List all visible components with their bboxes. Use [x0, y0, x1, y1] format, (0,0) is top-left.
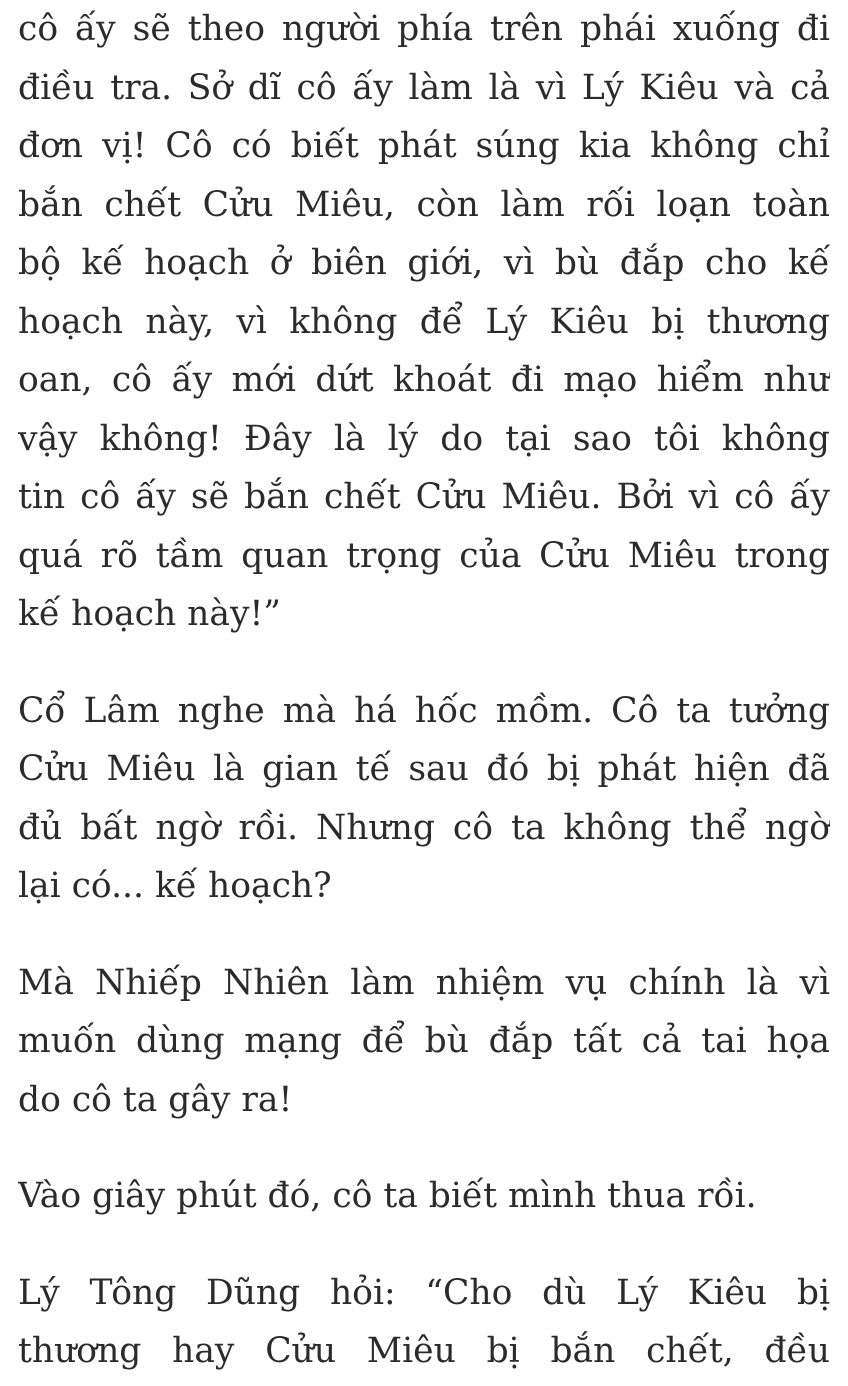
text-line: Mà Nhiếp Nhiên làm nhiệm vụ chính là vì: [18, 962, 830, 1003]
paragraph-3: [18, 954, 830, 1130]
text-line: do cô ta gây ra!: [18, 1079, 293, 1120]
paragraph-gap: [18, 916, 830, 954]
text-line: quá rõ tầm quan trọng của Cửu Miêu trong: [18, 535, 830, 576]
text-line: bộ kế hoạch ở biên giới, vì bù đắp cho kế: [18, 243, 830, 283]
text-line: bắn chết Cửu Miêu, còn làm rối loạn toàn: [18, 184, 830, 225]
text-line: Vào giây phút đó, cô ta biết mình thua rồi.: [18, 1176, 757, 1216]
paragraph-5: [18, 1264, 830, 1381]
text-line: cô ấy sẽ theo người phía trên phái xuống đi: [18, 9, 830, 49]
paragraph-gap: [18, 1129, 830, 1167]
text-line: tin cô ấy sẽ bắn chết Cửu Miêu. Bởi vì cô ấy: [18, 477, 830, 517]
text-line: lại có... kế hoạch?: [18, 866, 332, 906]
text-line: Lý Tông Dũng hỏi: “Cho dù Lý Kiêu bị: [18, 1272, 830, 1313]
paragraph-gap: [18, 1226, 830, 1264]
paragraph-gap: [18, 644, 830, 682]
text-line: kế hoạch này!”: [18, 594, 281, 634]
text-line: Cửu Miêu là gian tế sau đó bị phát hiện đã: [18, 749, 830, 789]
text-line: đủ bất ngờ rồi. Nhưng cô ta không thể ngờ: [18, 807, 830, 848]
text-line: hoạch này, vì không để Lý Kiêu bị thương: [18, 301, 830, 342]
text-line: thương hay Cửu Miêu bị bắn chết, đều: [18, 1331, 830, 1371]
text-line: Cổ Lâm nghe mà há hốc mồm. Cô ta tưởng: [18, 690, 830, 731]
text-line: điều tra. Sở dĩ cô ấy làm là vì Lý Kiêu và cả: [18, 67, 830, 108]
text-line: vậy không! Đây là lý do tại sao tôi không: [18, 418, 830, 459]
paragraph-1: [18, 0, 830, 644]
paragraph-2: [18, 682, 830, 916]
text-line: oan, cô ấy mới dứt khoát đi mạo hiểm như: [18, 360, 830, 400]
paragraph-4: [18, 1167, 830, 1226]
text-line: đơn vị! Cô có biết phát súng kia không chỉ: [18, 126, 830, 166]
text-line: muốn dùng mạng để bù đắp tất cả tai họa: [18, 1021, 830, 1061]
reader-page: [18, 0, 830, 1386]
